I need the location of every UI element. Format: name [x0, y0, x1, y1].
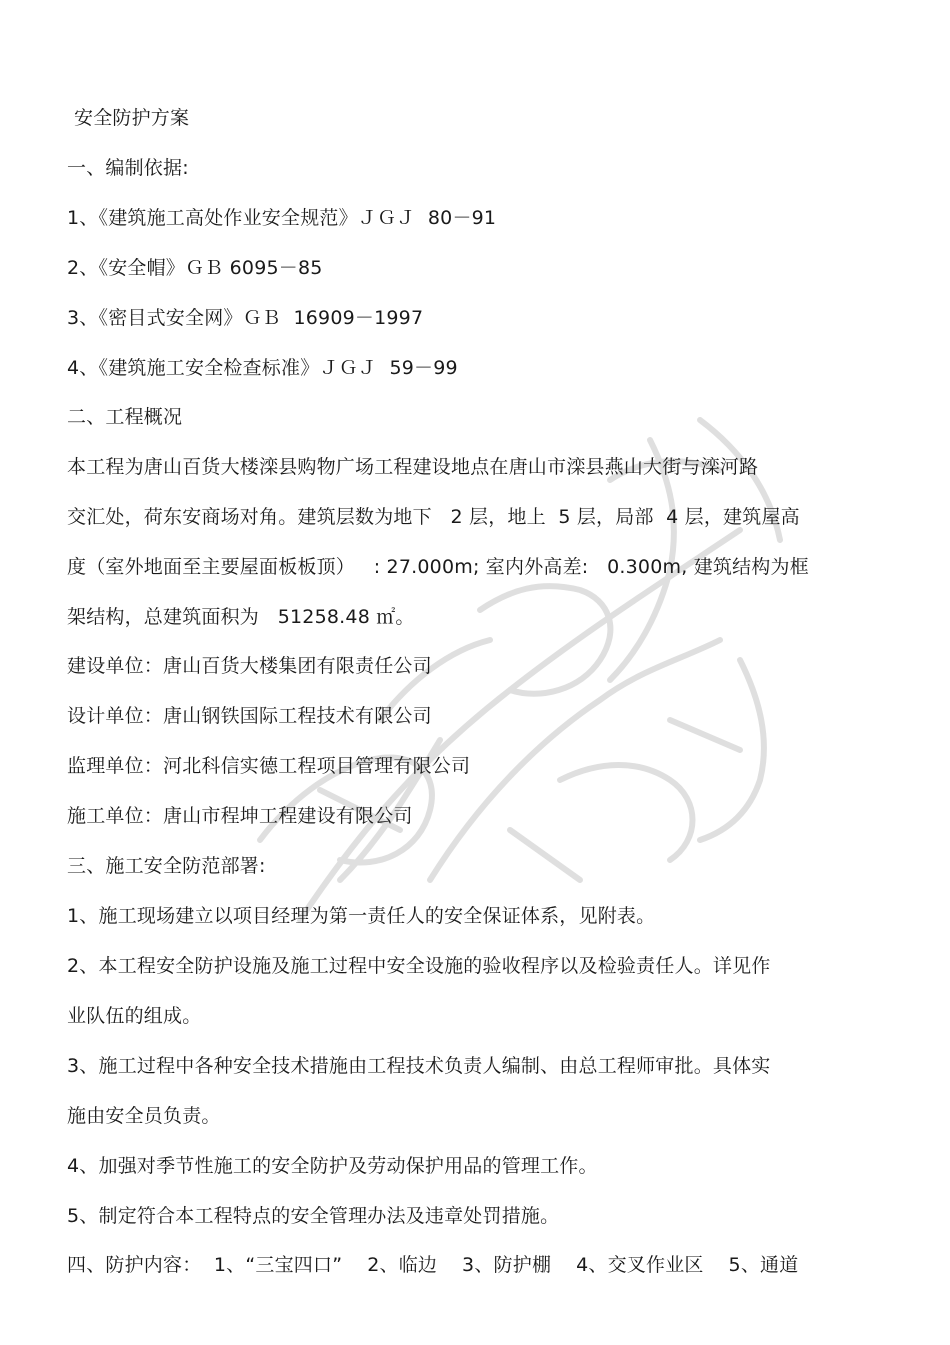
- deployment-item: 3、施工过程中各种安全技术措施由工程技术负责人编制、由总工程师审批。具体实: [67, 1055, 771, 1077]
- contractor-unit: 施工单位：唐山市程坤工程建设有限公司: [67, 805, 413, 827]
- overview-paragraph-line: 架结构，总建筑面积为 51258.48 ㎡。: [67, 606, 415, 628]
- deployment-item: 4、加强对季节性施工的安全防护及劳动保护用品的管理工作。: [67, 1155, 598, 1177]
- section-4-line: 四、防护内容： 1、“三宝四口” 2、临边 3、防护棚 4、交叉作业区 5、通道: [67, 1254, 799, 1276]
- deployment-item-continued: 业队伍的组成。: [67, 1005, 202, 1027]
- deployment-item: 2、本工程安全防护设施及施工过程中安全设施的验收程序以及检验责任人。详见作: [67, 955, 771, 977]
- deployment-item: 5、制定符合本工程特点的安全管理办法及违章处罚措施。: [67, 1205, 560, 1227]
- basis-item: 4、《建筑施工安全检查标准》ＪＧＪ 59－99: [67, 357, 458, 379]
- design-unit: 设计单位：唐山钢铁国际工程技术有限公司: [67, 705, 432, 727]
- section-1-heading: 一、编制依据:: [67, 157, 189, 179]
- basis-item: 1、《建筑施工高处作业安全规范》ＪＧＪ 80－91: [67, 207, 497, 229]
- supervision-unit: 监理单位：河北科信实德工程项目管理有限公司: [67, 755, 471, 777]
- document-title: 安全防护方案: [74, 107, 190, 129]
- basis-item: 3、《密目式安全网》ＧＢ 16909－1997: [67, 307, 424, 329]
- deployment-item: 1、施工现场建立以项目经理为第一责任人的安全保证体系，见附表。: [67, 905, 656, 927]
- overview-paragraph-line: 度（室外地面至主要屋面板板顶） : 27.000m; 室内外高差: 0.300m, 建筑结构为框: [67, 556, 809, 578]
- basis-item: 2、《安全帽》ＧＢ 6095－85: [67, 257, 323, 279]
- overview-paragraph-line: 本工程为唐山百货大楼滦县购物广场工程建设地点在唐山市滦县燕山大街与滦河路: [67, 456, 759, 478]
- overview-paragraph-line: 交汇处，荷东安商场对角。建筑层数为地下 2 层，地上 5 层，局部 4 层，建筑屋高: [67, 506, 800, 528]
- deployment-item-continued: 施由安全员负责。: [67, 1105, 221, 1127]
- construction-unit: 建设单位：唐山百货大楼集团有限责任公司: [67, 655, 432, 677]
- section-3-heading: 三、施工安全防范部署:: [67, 855, 266, 877]
- section-2-heading: 二、工程概况: [67, 406, 183, 428]
